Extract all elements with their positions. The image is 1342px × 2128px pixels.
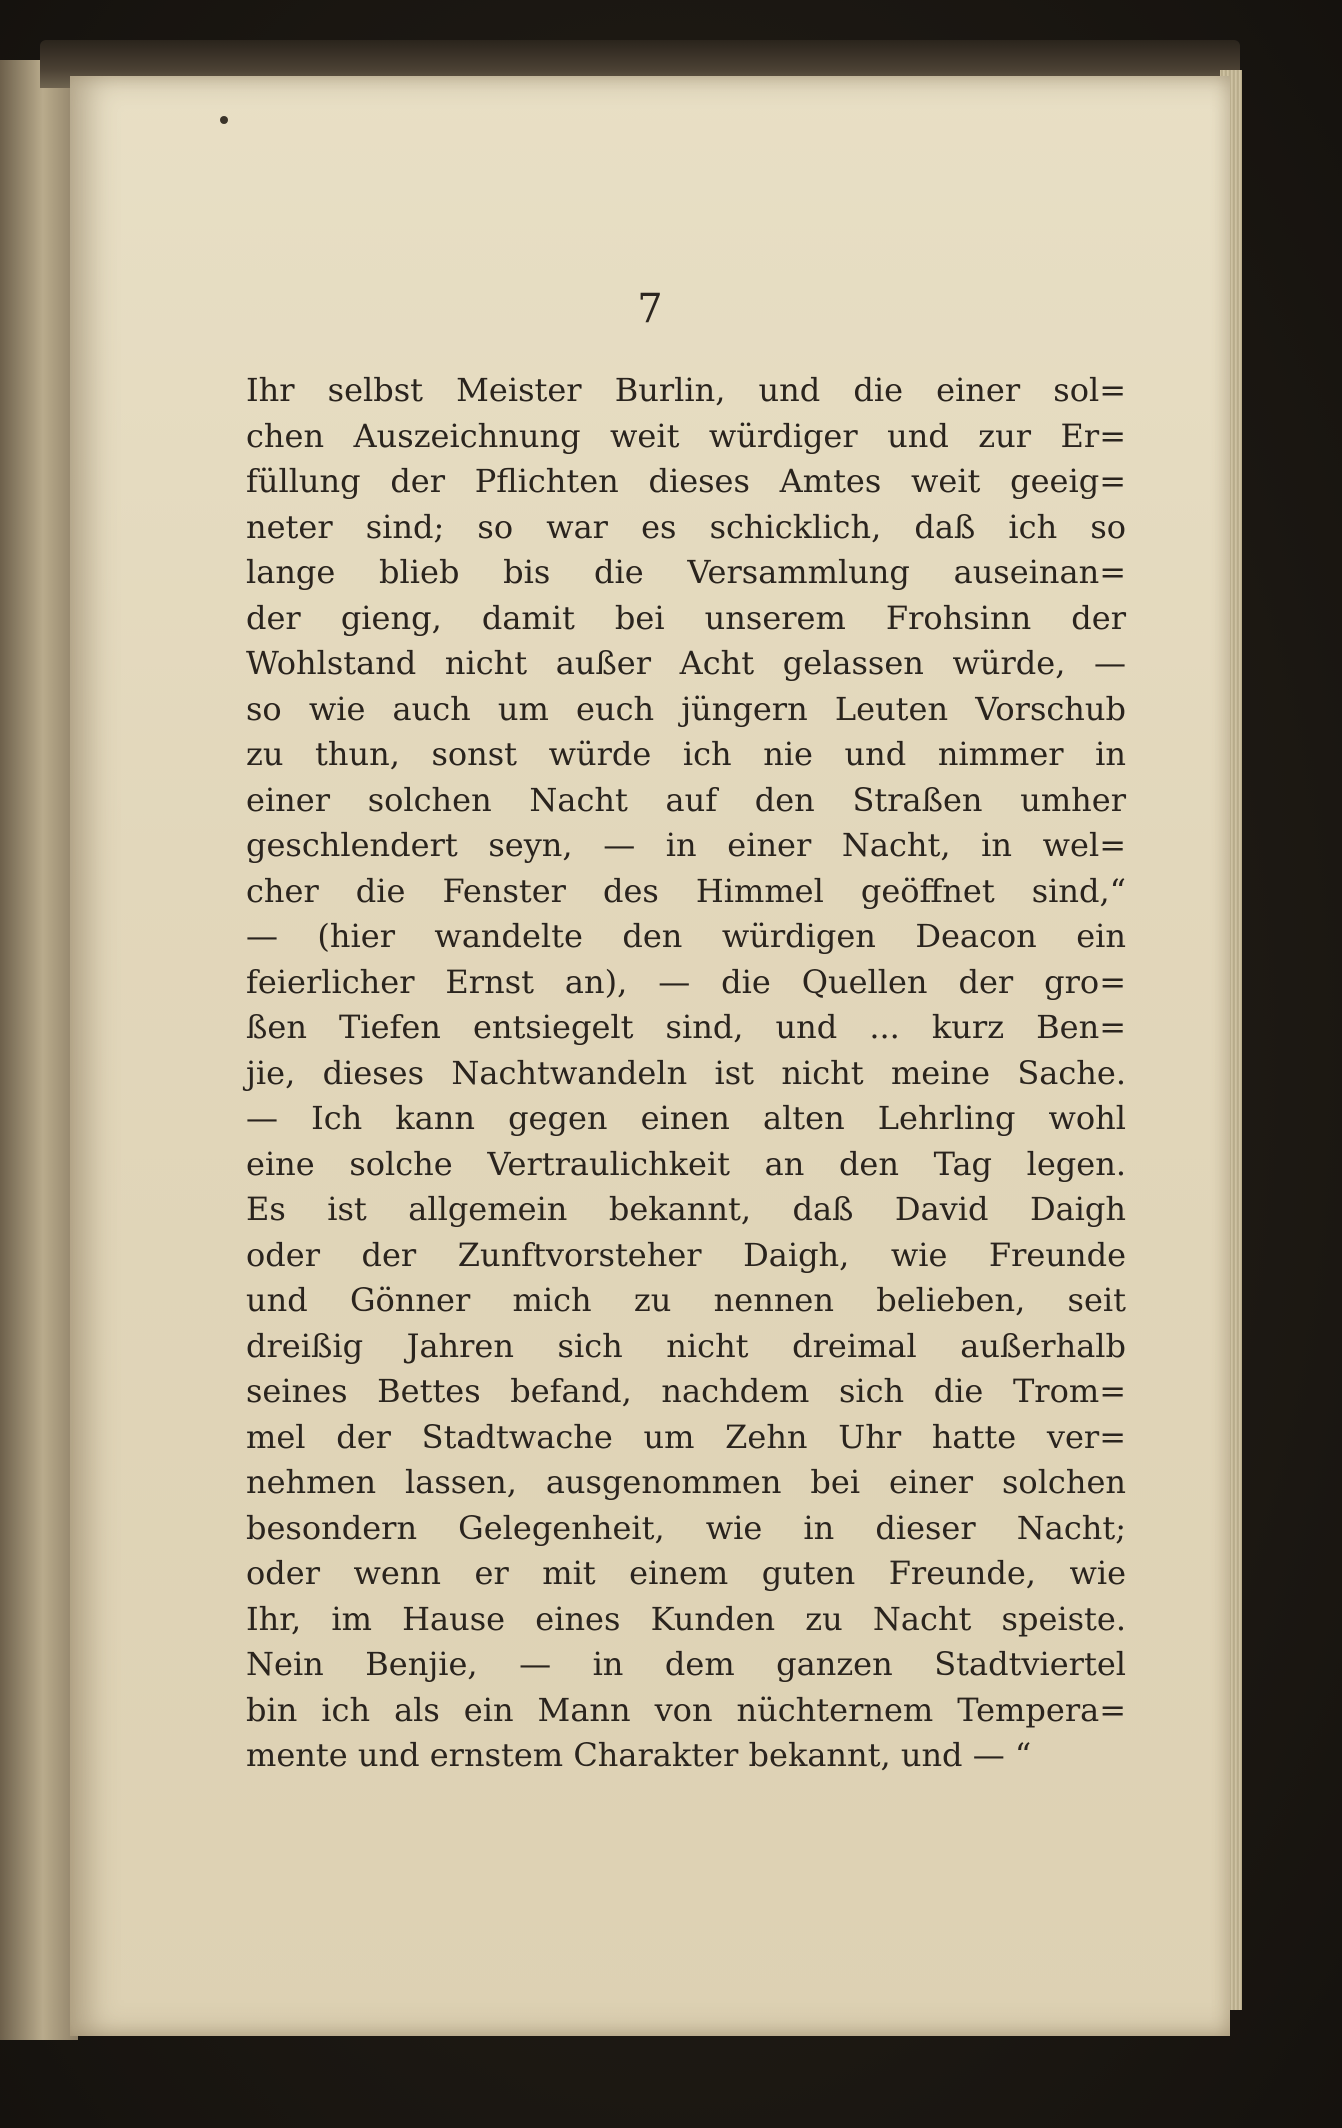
text-line: der gieng, damit bei unserem Frohsinn der [246,598,1126,637]
text-line: Es ist allgemein bekannt, daß David Daigh [246,1190,1126,1228]
text-line: mente und ernstem Charakter bekannt, und — “ [246,1736,1032,1774]
text-line: chen Auszeichnung weit würdiger und zur Er= [246,416,1126,455]
text-line: bin ich als ein Mann von nüchternem Tempera= [246,1690,1126,1729]
text-line: nehmen lassen, ausgenommen bei einer solchen [246,1463,1126,1501]
text-line: Wohlstand nicht außer Acht gelassen würde, — [246,644,1126,682]
text-line: — (hier wandelte den würdigen Deacon ein [246,917,1126,955]
text-line: — Ich kann gegen einen alten Lehrling wohl [246,1099,1126,1137]
text-line: zu thun, sonst würde ich nie und nimmer in [246,735,1126,773]
text-line: cher die Fenster des Himmel geöffnet sind,“ [246,871,1126,910]
text-line: besondern Gelegenheit, wie in dieser Nacht; [246,1508,1126,1547]
text-line: neter sind; so war es schicklich, daß ich so [246,507,1126,546]
text-line: oder der Zunftvorsteher Daigh, wie Freunde [246,1235,1126,1274]
text-line: geschlendert seyn, — in einer Nacht, in wel= [246,826,1126,864]
text-line: Ihr, im Hause eines Kunden zu Nacht speiste. [246,1599,1126,1638]
text-line: mel der Stadtwache um Zehn Uhr hatte ver= [246,1417,1126,1456]
text-line: oder wenn er mit einem guten Freunde, wie [246,1554,1126,1592]
text-line: feierlicher Ernst an), — die Quellen der gro= [246,962,1126,1001]
text-line: dreißig Jahren sich nicht dreimal außerhalb [246,1326,1126,1365]
page-text [246,368,1126,1779]
text-line: Nein Benjie, — in dem ganzen Stadtviertel [246,1645,1126,1683]
text-line: füllung der Pflichten dieses Amtes weit geeig= [246,462,1126,500]
book-page [70,76,1230,2036]
left-page-edge [0,60,78,2040]
text-line: und Gönner mich zu nennen belieben, seit [246,1281,1126,1319]
text-line: lange blieb bis die Versammlung auseinan= [246,553,1126,591]
text-line: jie, dieses Nachtwandeln ist nicht meine Sache. [246,1053,1126,1092]
text-line: einer solchen Nacht auf den Straßen umher [246,780,1126,819]
text-line: Ihr selbst Meister Burlin, und die einer sol= [246,371,1126,409]
text-line: seines Bettes befand, nachdem sich die Trom= [246,1372,1126,1410]
text-line: eine solche Vertraulichkeit an den Tag legen. [246,1144,1126,1183]
text-line: so wie auch um euch jüngern Leuten Vorschub [246,689,1126,728]
page-number: 7 [637,286,663,332]
text-line: ßen Tiefen entsiegelt sind, und ... kurz Ben= [246,1008,1126,1046]
ink-speck [220,116,228,124]
